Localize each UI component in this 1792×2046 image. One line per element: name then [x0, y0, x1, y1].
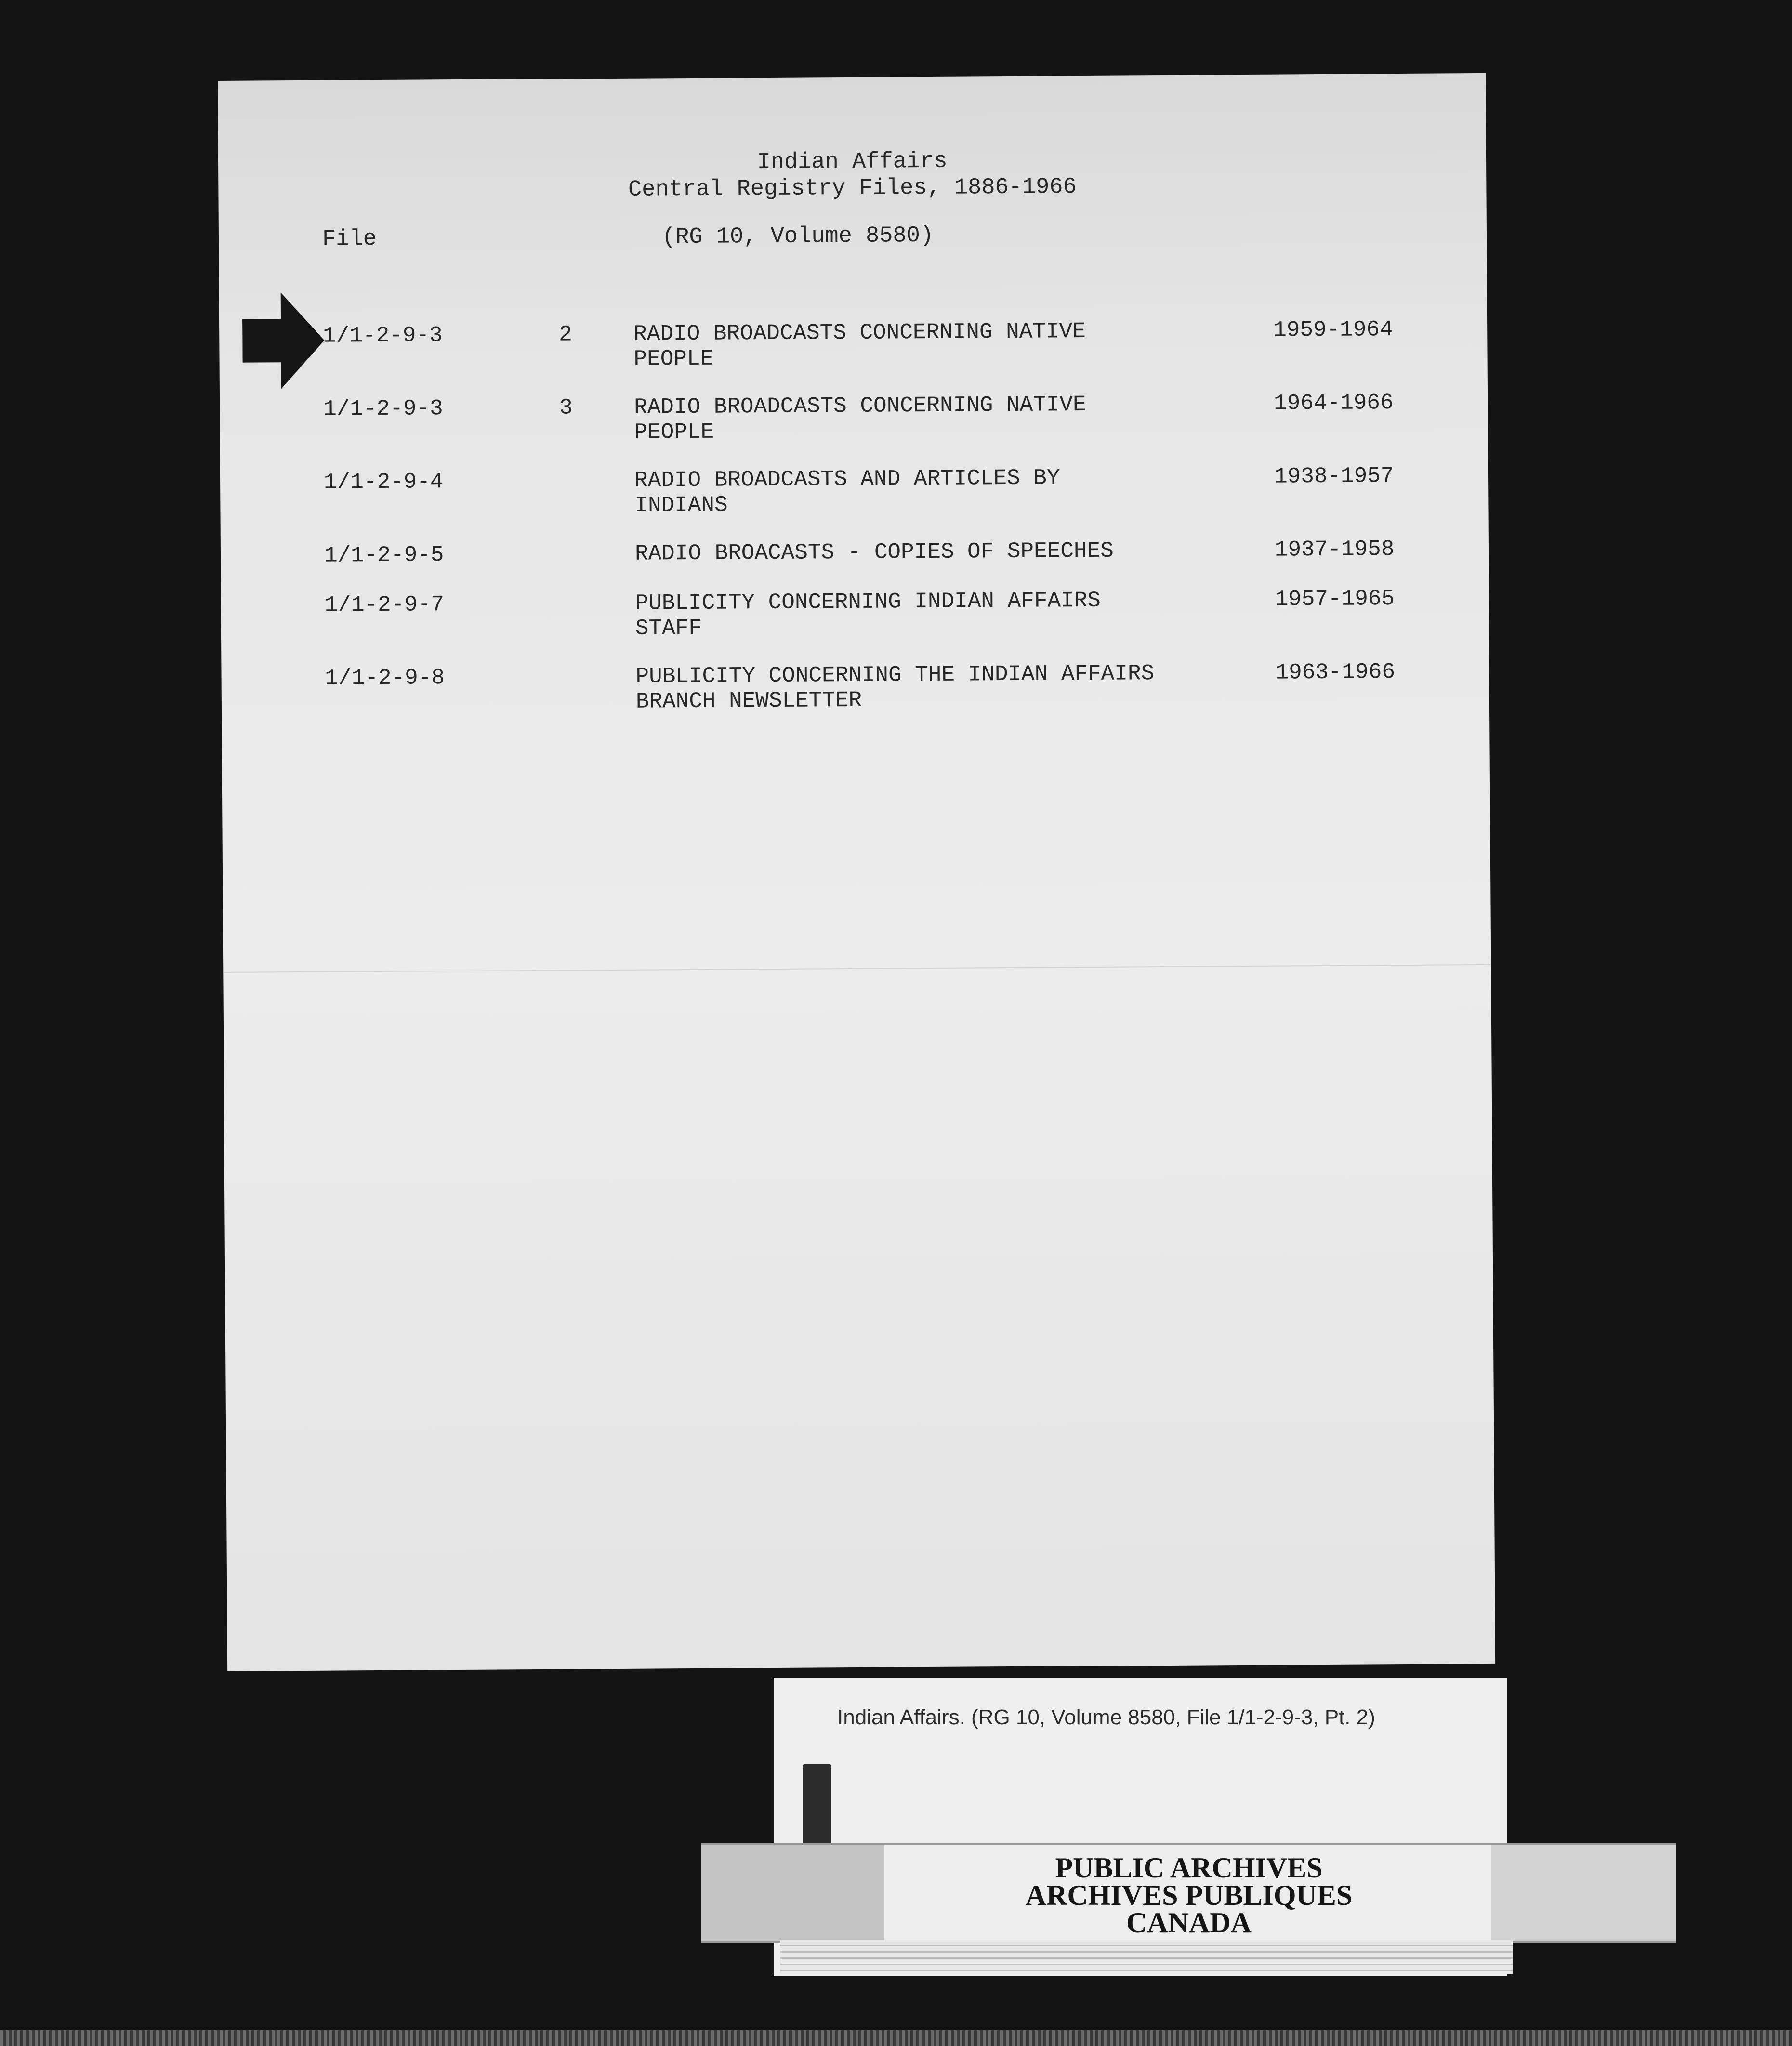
stamp-card-edge	[780, 1940, 1513, 1974]
page-fold-line	[223, 964, 1491, 973]
file-title-line2: PEOPLE	[633, 346, 714, 372]
file-number: 1/1-2-9-4	[323, 469, 444, 495]
file-title-line2: PEOPLE	[634, 419, 714, 445]
file-title-line1: RADIO BROADCASTS CONCERNING NATIVE	[633, 392, 1086, 420]
file-dates: 1964-1966	[1273, 390, 1394, 416]
file-dates: 1937-1958	[1274, 537, 1395, 563]
file-title-line2: INDIANS	[634, 492, 728, 518]
file-number: 1/1-2-9-5	[324, 542, 444, 568]
file-title-line2: BRANCH NEWSLETTER	[635, 687, 862, 714]
file-title-line2: STAFF	[635, 615, 702, 641]
file-number: 1/1-2-9-3	[323, 396, 443, 422]
arrow-right-icon	[242, 292, 325, 389]
file-number: 1/1-2-9-8	[325, 665, 445, 691]
part-number: 2	[559, 322, 572, 347]
file-dates: 1957-1965	[1275, 586, 1395, 612]
label-card-text: Indian Affairs. (RG 10, Volume 8580, File 1/1-2-9-3, Pt. 2)	[837, 1705, 1375, 1729]
file-dates: 1963-1966	[1275, 659, 1396, 685]
file-dates: 1959-1964	[1273, 317, 1393, 343]
file-column-label: File	[322, 226, 377, 252]
file-dates: 1938-1957	[1274, 463, 1394, 489]
file-title-line1: PUBLICITY CONCERNING THE INDIAN AFFAIRS	[635, 661, 1155, 689]
document-reference: (RG 10, Volume 8580)	[661, 223, 934, 250]
document-title: Indian Affairs	[757, 148, 948, 176]
document-page	[218, 73, 1495, 1671]
file-title-line1: RADIO BROACASTS - COPIES OF SPEECHES	[634, 538, 1114, 566]
archives-stamp	[701, 1843, 1676, 1943]
stamp-line-country: CANADA	[1126, 1907, 1252, 1939]
file-title-line1: RADIO BROADCASTS CONCERNING NATIVE	[633, 319, 1086, 347]
file-number: 1/1-2-9-7	[324, 592, 445, 618]
part-number: 3	[559, 395, 573, 420]
stamp-line-french: ARCHIVES PUBLIQUES	[1025, 1879, 1353, 1911]
file-title-line1: RADIO BROADCASTS AND ARTICLES BY	[634, 465, 1060, 493]
document-subtitle: Central Registry Files, 1886-1966	[628, 174, 1077, 203]
file-title-line1: PUBLICITY CONCERNING INDIAN AFFAIRS	[635, 588, 1101, 616]
film-edge-strip	[0, 2030, 1792, 2046]
stamp-line-english: PUBLIC ARCHIVES	[1055, 1852, 1323, 1884]
file-number: 1/1-2-9-3	[323, 323, 443, 349]
